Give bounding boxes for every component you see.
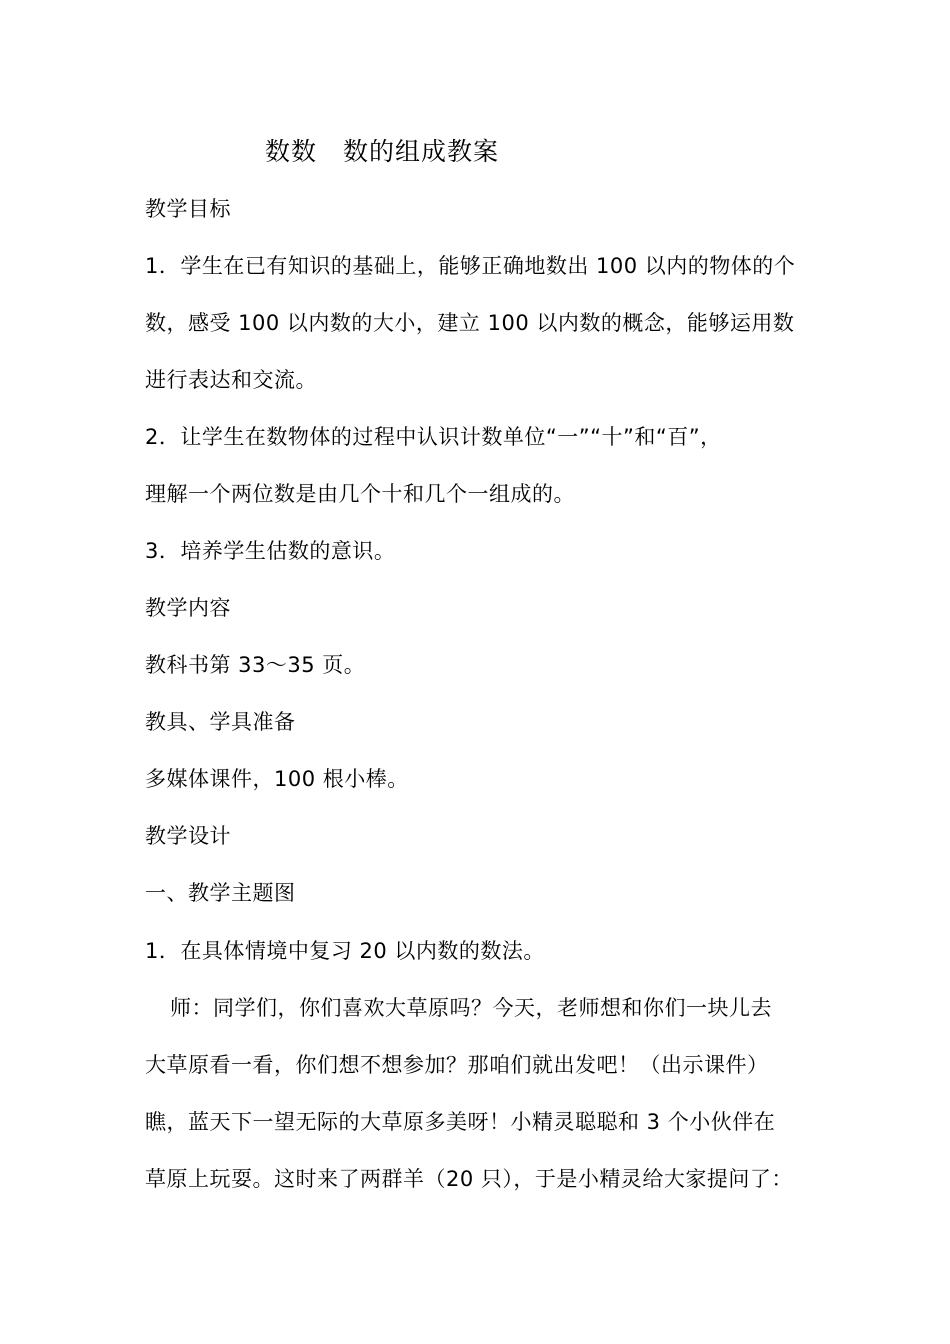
paragraph-line: 师：同学们，你们喜欢大草原吗？今天，老师想和你们一块儿去 <box>170 996 772 1020</box>
paragraph-line: 3．培养学生估数的意识。 <box>145 539 396 563</box>
section-heading-materials: 教具、学具准备 <box>145 710 296 734</box>
paragraph-line: 草原上玩耍。这时来了两群羊（20 只），于是小精灵给大家提问了： <box>145 1167 793 1191</box>
paragraph-line: 多媒体课件，100 根小棒。 <box>145 767 409 791</box>
subsection-heading: 一、教学主题图 <box>145 881 296 905</box>
section-heading-objectives: 教学目标 <box>145 197 231 221</box>
paragraph-line: 教科书第 33～35 页。 <box>145 653 366 677</box>
paragraph-line: 瞧，蓝天下一望无际的大草原多美呀！小精灵聪聪和 3 个小伙伴在 <box>145 1110 776 1134</box>
document-title: 数数 数的组成教案 <box>265 137 500 166</box>
section-heading-design: 教学设计 <box>145 824 231 848</box>
paragraph-line: 2．让学生在数物体的过程中认识计数单位“一”“十”和“百”， <box>145 425 722 449</box>
paragraph-line: 1．学生在已有知识的基础上，能够正确地数出 100 以内的物体的个 <box>145 254 796 278</box>
section-heading-content: 教学内容 <box>145 596 231 620</box>
paragraph-line: 大草原看一看，你们想不想参加？那咱们就出发吧！（出示课件） <box>145 1053 769 1077</box>
paragraph-line: 1．在具体情境中复习 20 以内数的数法。 <box>145 939 545 963</box>
paragraph-line: 进行表达和交流。 <box>145 368 317 392</box>
paragraph-line: 数，感受 100 以内数的大小，建立 100 以内数的概念，能够运用数 <box>145 311 795 335</box>
paragraph-line: 理解一个两位数是由几个十和几个一组成的。 <box>145 482 575 506</box>
